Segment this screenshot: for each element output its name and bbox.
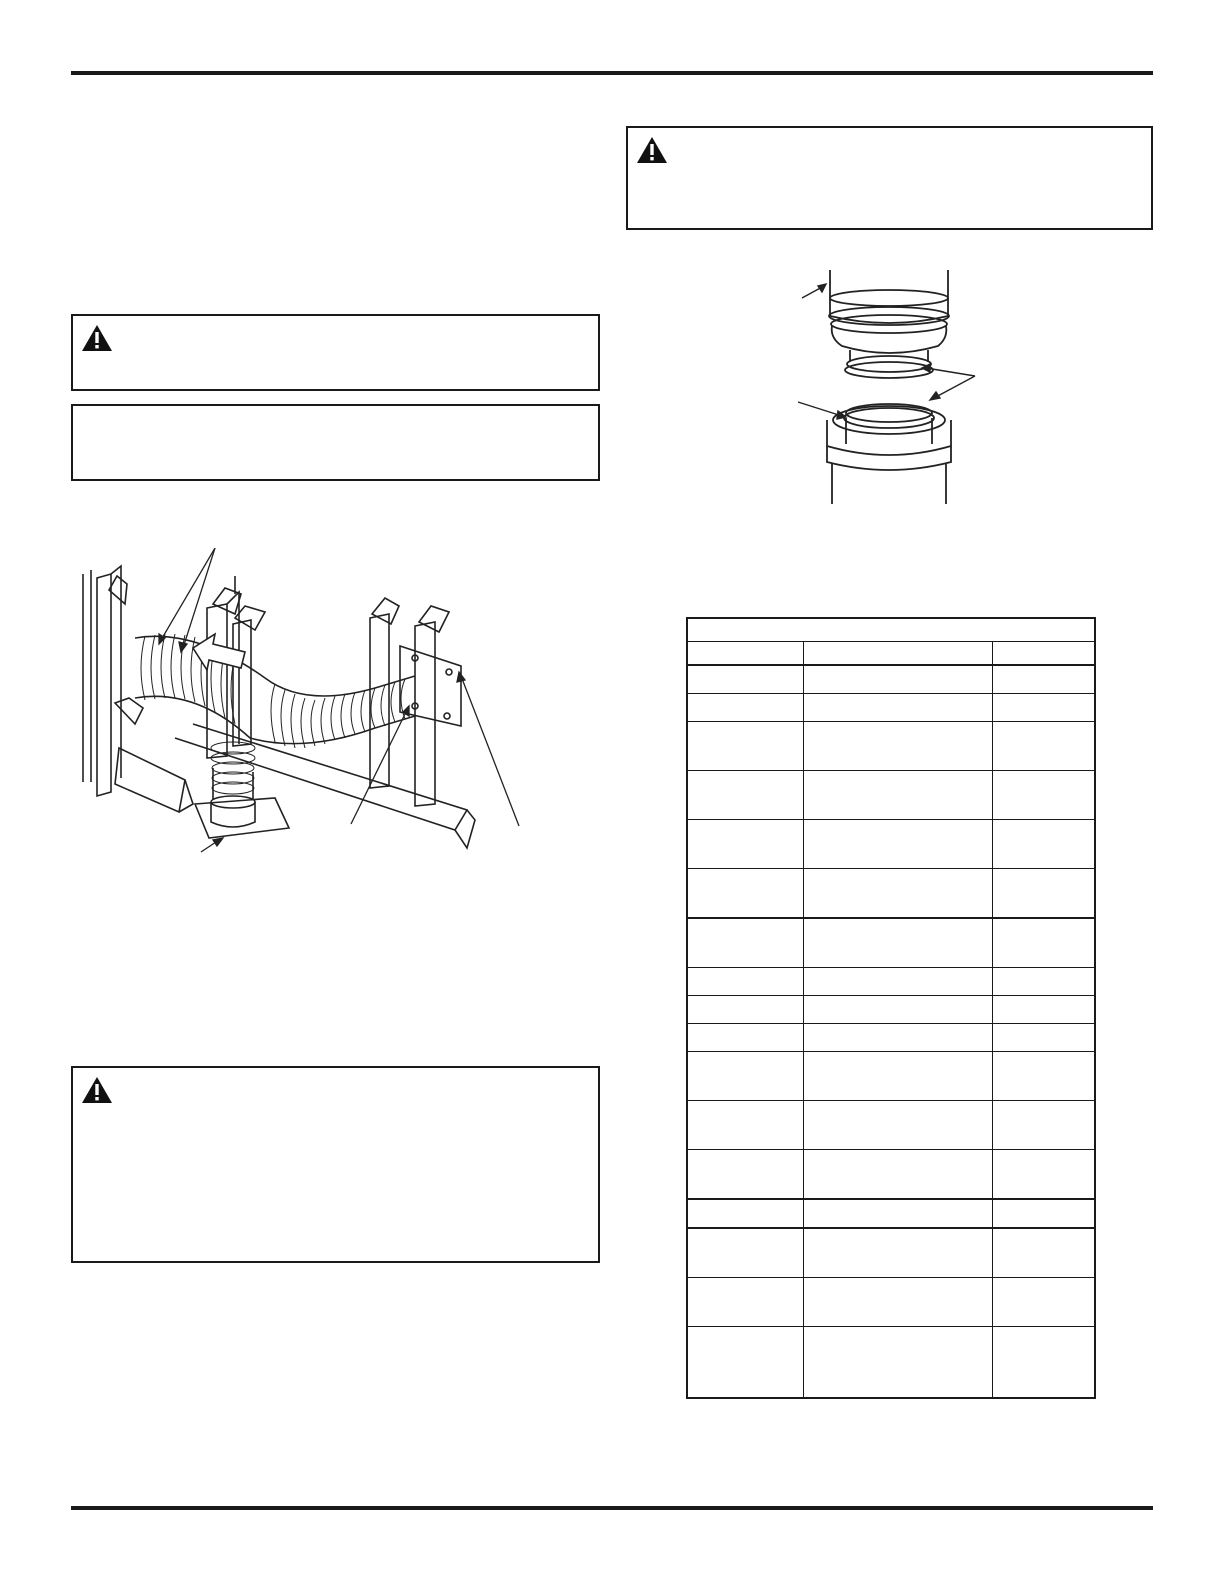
vent-pipe-joint-illustration: [790, 268, 1000, 508]
table-row: [687, 694, 1095, 722]
warning-triangle-icon: [81, 324, 113, 352]
table-row: [687, 722, 1095, 771]
table-row: [687, 1052, 1095, 1101]
table-row: [687, 1150, 1095, 1200]
table-header-row: [687, 642, 1095, 666]
table-row: [687, 665, 1095, 694]
table-row: [687, 968, 1095, 996]
footer-rule: [71, 1506, 1153, 1510]
table-row: [687, 1278, 1095, 1327]
warning-triangle-icon: [81, 1076, 113, 1104]
table-row: [687, 820, 1095, 869]
table-row: [687, 1199, 1095, 1228]
table-row: [687, 1024, 1095, 1052]
table-row: [687, 1101, 1095, 1150]
warning-triangle-icon: [636, 136, 668, 164]
warning-box-left-bottom: [71, 1066, 600, 1263]
header-rule: [71, 71, 1153, 75]
table-row: [687, 1228, 1095, 1278]
warning-box-left-1: [71, 314, 600, 391]
spec-table: [686, 617, 1096, 1399]
table-title-row: [687, 618, 1095, 642]
table-row: [687, 996, 1095, 1024]
notice-box-left-2: [71, 404, 600, 481]
table-row: [687, 918, 1095, 968]
flex-duct-illustration: [75, 548, 545, 866]
table-row: [687, 1327, 1095, 1399]
table-row: [687, 869, 1095, 919]
warning-box-top-right: [626, 126, 1153, 230]
table-row: [687, 771, 1095, 820]
